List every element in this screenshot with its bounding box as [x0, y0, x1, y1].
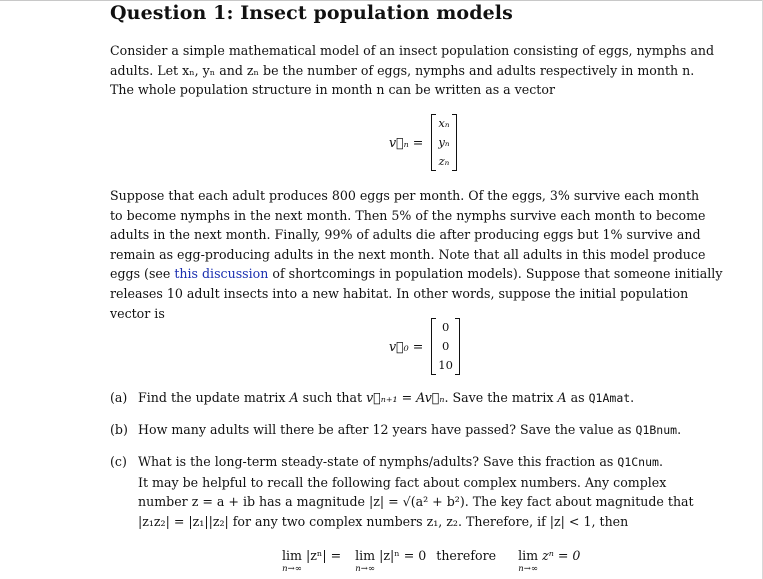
part-c-line-1-end: .	[658, 454, 663, 469]
part-c-line-1-text: What is the long-term steady-state of nymphs/adults? Save this fraction as	[138, 454, 618, 469]
limit-expr-3: zⁿ = 0	[542, 548, 581, 563]
vector-n-entry-z: zₙ	[438, 154, 450, 168]
part-a-text-4: as	[566, 390, 589, 405]
part-b-text: How many adults will there be after 12 years have passed? Save the value as	[138, 422, 636, 437]
limit-3-word: lim	[518, 548, 539, 563]
part-c-body	[138, 452, 750, 531]
limit-therefore: therefore	[436, 548, 497, 563]
vector-n-equation	[389, 114, 457, 171]
top-divider	[0, 0, 763, 1]
part-b-label: (b)	[110, 422, 128, 437]
model-line-5-end: of shortcomings in population models). Suppose that someone initially	[268, 266, 723, 282]
model-line-1: Suppose that each adult produces 800 eggs per month. Of the eggs, 3% survive each month	[110, 188, 700, 203]
limit-1-sub: n→∞	[282, 564, 302, 574]
limit-2-word: lim	[355, 548, 376, 563]
vector-n-lhs: v⃗ₙ =	[389, 135, 424, 150]
part-b-code: Q1Bnum	[635, 423, 678, 437]
vector-0-entry-2: 0	[441, 339, 450, 353]
intro-line-3: The whole population structure in month n can be written as a vector	[110, 82, 555, 98]
model-line-2: to become nymphs in the next month. Then 5% of the nymphs survive each month to become	[110, 207, 706, 223]
limit-expr-1: |zⁿ| =	[306, 548, 342, 563]
part-b-body	[138, 420, 750, 441]
vector-0-entry-1: 0	[441, 320, 450, 334]
part-a-end: .	[630, 390, 635, 405]
limit-3	[518, 548, 538, 574]
question-title: Question 1: Insect population models	[110, 2, 513, 24]
part-a-code: Q1Amat	[588, 391, 631, 405]
limit-2-sub: n→∞	[355, 564, 375, 574]
limit-3-sub: n→∞	[518, 564, 538, 574]
part-a-formula: v⃗ₙ₊₁ = Av⃗ₙ	[366, 390, 445, 405]
part-c-line-1	[138, 452, 750, 473]
model-line-7: vector is	[110, 305, 165, 321]
limit-expr-2: |z|ⁿ = 0	[379, 548, 427, 563]
part-c-line-4: |z₁z₂| = |z₁||z₂| for any two complex numbers z₁, z₂. Therefore, if |z| < 1, then	[138, 513, 629, 529]
part-a-text-2: such that	[298, 390, 367, 405]
intro-line-1: Consider a simple mathematical model of an insect population consisting of eggs, nymphs and	[110, 43, 715, 58]
limit-1	[282, 548, 302, 574]
part-a-var-a: A	[289, 390, 299, 405]
model-line-6: releases 10 adult insects into a new habitat. In other words, suppose the initial population	[110, 285, 689, 301]
model-line-5	[110, 264, 750, 284]
part-a-text-3: . Save the matrix	[444, 390, 558, 405]
model-line-4: remain as egg-producing adults in the next month. Note that all adults in this model produce	[110, 246, 706, 262]
part-a-var-a-2: A	[557, 390, 567, 405]
model-paragraph	[110, 186, 750, 323]
part-a-label: (a)	[110, 390, 128, 405]
part-c-line-3: number z = a + ib has a magnitude |z| = √(a² + b²). The key fact about magnitude that	[138, 494, 694, 510]
intro-paragraph	[110, 41, 750, 100]
limit-equation	[278, 548, 580, 574]
vector-0-matrix	[431, 318, 460, 375]
part-c-label: (c)	[110, 454, 127, 469]
vector-n-matrix	[431, 114, 456, 171]
intro-line-2: adults. Let xₙ, yₙ and zₙ be the number of eggs, nymphs and adults respectively in month n.	[110, 62, 695, 78]
limit-1-word: lim	[282, 548, 302, 563]
vector-0-equation	[389, 318, 460, 375]
model-line-5-start: eggs (see	[110, 266, 175, 282]
part-b	[110, 420, 750, 441]
vector-n-entry-x: xₙ	[438, 116, 450, 130]
limit-2	[355, 548, 375, 574]
model-line-3: adults in the next month. Finally, 99% of adults die after producing eggs but 1% survive and	[110, 227, 701, 243]
part-c-code: Q1Cnum	[617, 455, 659, 469]
part-c-line-2: It may be helpful to recall the following fact about complex numbers. Any complex	[138, 474, 667, 490]
part-a	[110, 388, 750, 409]
vector-0-lhs: v⃗₀ =	[389, 339, 424, 354]
part-a-text-1: Find the update matrix	[138, 390, 290, 405]
vector-0-entry-3: 10	[438, 358, 453, 372]
vector-n-entry-y: yₙ	[438, 135, 450, 149]
part-a-body	[138, 388, 750, 409]
discussion-link[interactable]: this discussion	[174, 266, 269, 282]
part-c	[110, 452, 750, 531]
part-b-end: .	[677, 422, 682, 437]
